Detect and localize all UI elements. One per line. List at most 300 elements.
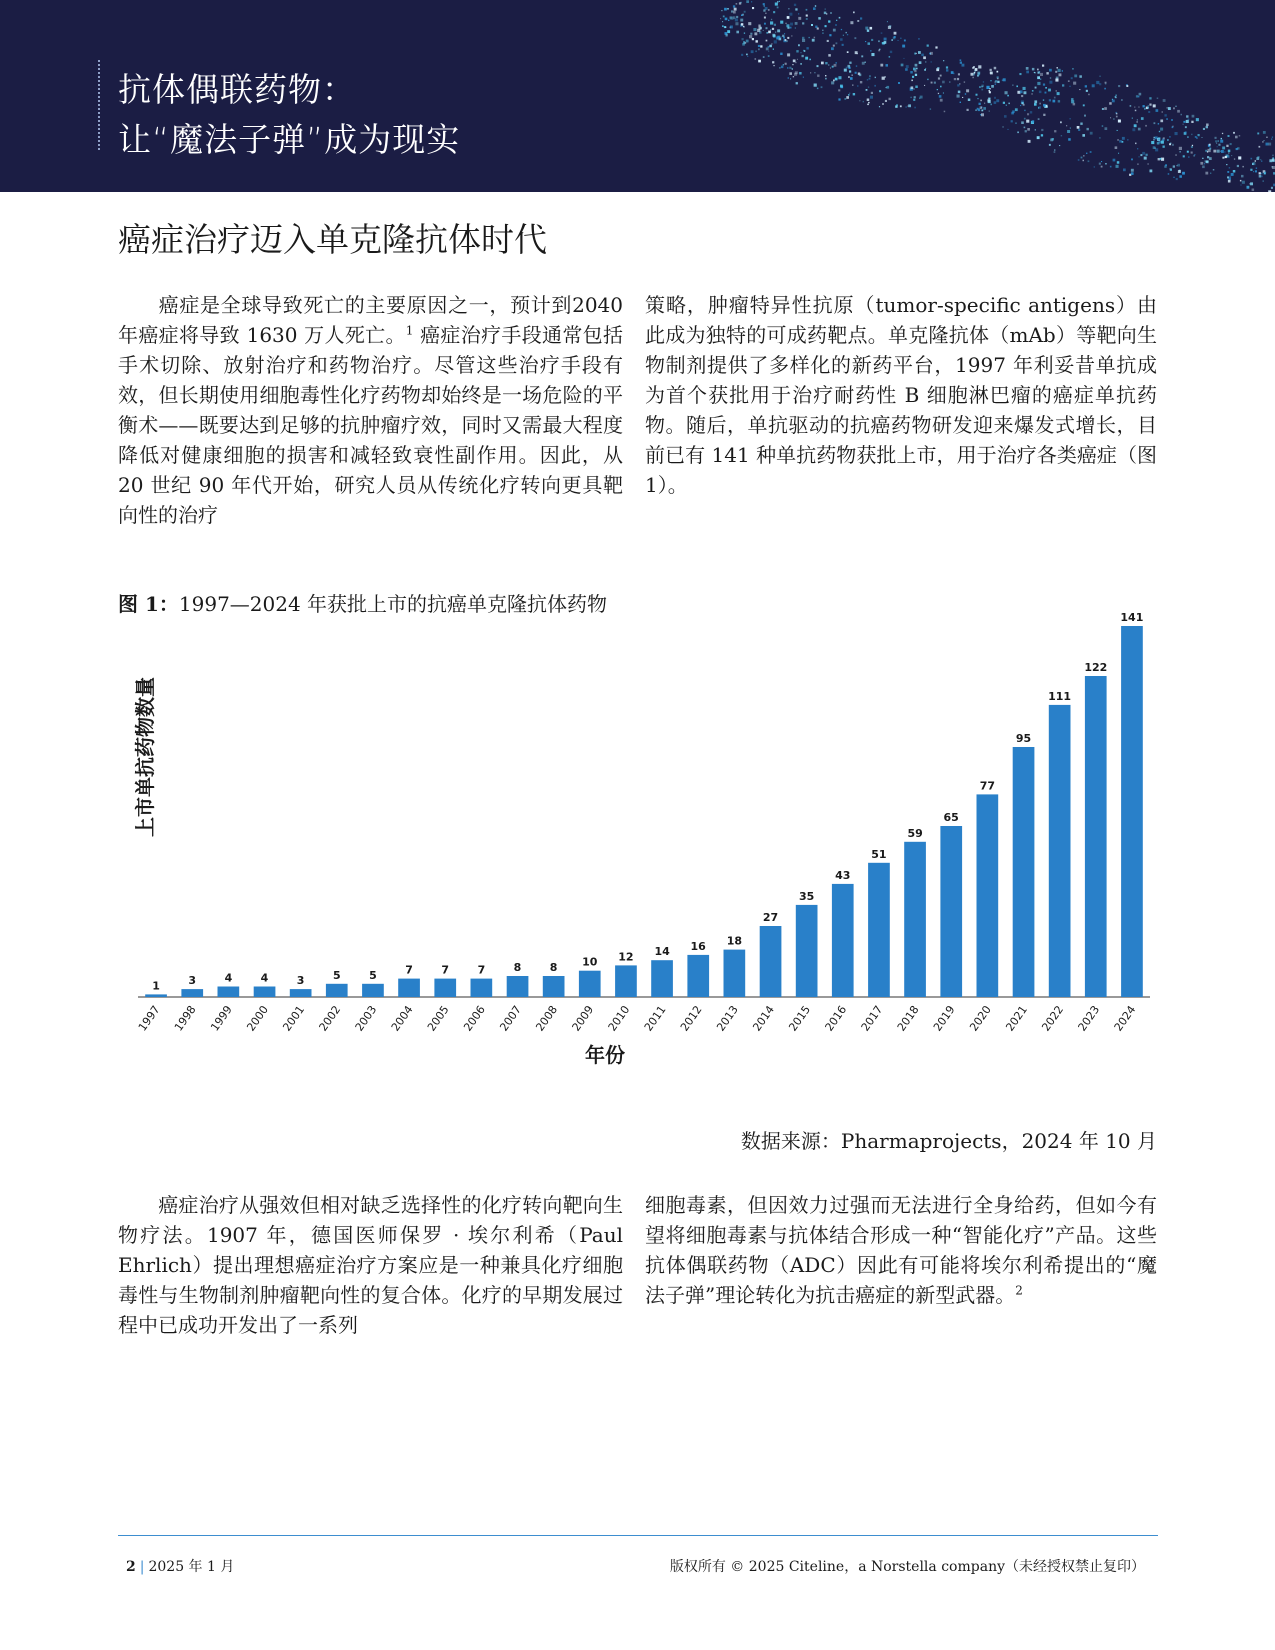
decor-dot [736, 3, 738, 5]
decor-dot [795, 62, 796, 63]
decor-dot [764, 23, 766, 25]
decor-dot [777, 1, 779, 3]
decor-dot [949, 81, 951, 83]
paragraph-1-left: 癌症是全球导致死亡的主要原因之一，预计到2040 年癌症将导致 1630 万人死亡。$^1$ 癌症治疗手段通常包括手术切除、放射治疗和药物治疗。尽管这些治疗手段有效，但长期使用细胞毒性化疗药物却始终是一场危险的平衡术——既要达到足够的抗肿瘤疗效，同时又需最大程度降低对健康细胞的损害和减轻致衰性副作用。因此，从 20 世纪 90 年代开始，研究人员从传统化疗转向更具靶向性的治疗 [118, 293, 624, 527]
decor-dot [855, 72, 857, 74]
decor-dot [850, 21, 853, 24]
bar-value-label: 10 [582, 955, 598, 969]
decor-dot [901, 64, 904, 67]
decor-dot [739, 2, 741, 4]
x-tick-label: 2023 [1075, 1003, 1103, 1034]
decor-dot [789, 72, 792, 75]
decor-dot [1015, 108, 1018, 111]
bar-value-label: 8 [549, 961, 558, 974]
decor-dot [781, 66, 784, 69]
decor-dot [853, 12, 855, 14]
decor-dot [733, 5, 735, 7]
decor-dot [1066, 125, 1067, 126]
decor-dot [1250, 182, 1253, 185]
decor-dot [1250, 169, 1252, 171]
bar-value-label: 14 [654, 945, 670, 959]
decor-dot [1040, 79, 1041, 80]
decor-dot [981, 113, 984, 116]
decor-dot [1173, 126, 1174, 127]
decor-dot [1102, 108, 1104, 110]
decor-dot [978, 65, 981, 68]
decor-dot [1235, 136, 1238, 139]
decor-dot [1169, 136, 1170, 137]
decor-dot [780, 36, 781, 37]
decor-dot [1229, 167, 1230, 168]
decor-dot [1017, 132, 1019, 134]
decor-dot [914, 89, 915, 90]
bar-2007 [507, 976, 529, 997]
decor-dot [1268, 143, 1271, 146]
decor-dot [752, 38, 754, 40]
decor-dot [806, 15, 808, 17]
decor-dot [885, 100, 887, 102]
decor-dot [1226, 145, 1228, 147]
decor-dot [994, 67, 997, 70]
decor-dot [989, 90, 990, 91]
decor-dot [1151, 141, 1154, 144]
decor-dot [1068, 80, 1070, 82]
decor-dot [882, 77, 885, 80]
bar-value-label: 7 [441, 963, 450, 977]
decor-dot [962, 97, 963, 98]
decor-dot [1005, 91, 1008, 94]
decor-dot [800, 63, 802, 65]
x-tick-label: 2000 [244, 1003, 271, 1034]
decor-dot [1153, 104, 1156, 107]
x-tick-label: 2005 [424, 1003, 452, 1034]
decor-dot [1002, 126, 1003, 127]
decor-dot [863, 101, 864, 102]
decor-dot [1086, 153, 1087, 154]
header-title-line2: 让“魔法子弹”成为现实 [118, 120, 461, 159]
decor-dot [726, 34, 728, 36]
decor-dot [1034, 100, 1037, 103]
decor-dot [1126, 85, 1128, 87]
decor-dot [896, 104, 898, 106]
decor-dot [1165, 164, 1167, 166]
decor-dot [1032, 93, 1033, 94]
x-tick-label: 2013 [714, 1003, 741, 1034]
x-tick-label: 2016 [822, 1003, 850, 1034]
decor-dot [1116, 165, 1119, 168]
decor-dot [750, 33, 752, 35]
decor-dot [889, 56, 891, 58]
decor-dot [730, 26, 733, 29]
decor-dot [1166, 118, 1168, 120]
decor-dot [1087, 128, 1089, 130]
bar-value-label: 16 [690, 939, 706, 953]
bar-chart [120, 612, 1160, 1132]
x-tick-label: 2003 [352, 1003, 380, 1034]
decor-dot [983, 81, 984, 82]
decor-dot [1043, 104, 1046, 107]
decor-dot [790, 27, 792, 29]
decor-dot [1037, 69, 1039, 71]
decor-dot [1092, 84, 1095, 87]
decor-dot [796, 82, 798, 84]
decor-dot [1061, 135, 1062, 136]
decor-dot [980, 106, 983, 109]
decor-dot [930, 52, 933, 55]
decor-dot [1058, 100, 1060, 102]
decor-dot [791, 35, 792, 36]
bar-2024 [1121, 626, 1143, 997]
decor-dot [1070, 128, 1071, 129]
decor-dot [1096, 81, 1099, 84]
decor-dot [927, 45, 929, 47]
decor-dot [1154, 137, 1155, 138]
figure-caption-text: 1997—2024 年获批上市的抗癌单克隆抗体药物 [178, 592, 608, 616]
bar-2003 [362, 984, 384, 997]
decor-dot [742, 38, 744, 40]
decor-dot [1116, 113, 1118, 115]
decor-dot [1177, 164, 1180, 167]
decor-dot [1222, 133, 1223, 134]
decor-dot [1206, 160, 1208, 162]
decor-dot [913, 99, 915, 101]
decor-dot [884, 76, 886, 78]
bar-2020 [977, 794, 999, 997]
decor-dot [915, 74, 917, 76]
decor-dot [1167, 107, 1168, 108]
decor-dot [869, 78, 871, 80]
bar-value-label: 8 [513, 961, 522, 974]
decor-dot [827, 40, 829, 42]
decor-dot [774, 24, 776, 26]
x-tick-label: 2014 [750, 1003, 777, 1034]
decor-dot [1233, 132, 1235, 134]
decor-dot [900, 105, 902, 107]
bar-2012 [687, 955, 709, 997]
decor-dot [938, 77, 940, 79]
decor-dot [814, 37, 816, 39]
decor-dot [990, 104, 992, 106]
decor-dot [1099, 83, 1101, 85]
decor-dot [1159, 131, 1160, 132]
decor-dot [1027, 128, 1030, 131]
decor-dot [794, 73, 797, 76]
decor-dot [1157, 98, 1159, 100]
decor-dot [790, 23, 793, 26]
decor-dot [913, 68, 916, 71]
decor-dot [1008, 103, 1010, 105]
decor-dot [797, 59, 798, 60]
decor-dot [836, 42, 838, 44]
decor-dot [1149, 104, 1151, 106]
decor-dot [886, 86, 889, 89]
decor-dot [868, 87, 869, 88]
decor-dot [758, 45, 760, 47]
decor-dot [1067, 130, 1070, 133]
bar-value-label: 122 [1084, 661, 1108, 674]
decor-dot [1173, 107, 1175, 109]
decor-dot [1116, 95, 1117, 96]
decor-dot [1155, 148, 1158, 151]
decor-dot [773, 49, 774, 50]
decor-dot [957, 95, 960, 98]
decor-dot [1137, 164, 1138, 165]
decor-dot [1082, 134, 1085, 137]
bar-2000 [254, 987, 276, 998]
decor-dot [763, 30, 764, 31]
decor-dot [1261, 161, 1262, 162]
decor-dot [857, 20, 859, 22]
decor-dot [1148, 105, 1149, 106]
decor-dot [891, 39, 893, 41]
decor-dot [724, 8, 727, 11]
decor-dot [795, 8, 797, 10]
bar-value-label: 5 [332, 968, 341, 982]
decor-dot [1252, 189, 1255, 192]
decor-dot [906, 65, 909, 68]
decor-dot [1053, 100, 1056, 103]
decor-dot [890, 51, 892, 53]
page-number: 2 [126, 1559, 136, 1575]
decor-dot [780, 21, 783, 24]
decor-dot [1237, 147, 1239, 149]
decor-dot [734, 8, 737, 11]
decor-dot [1179, 175, 1182, 178]
decor-dot [1191, 146, 1193, 148]
bar-2008 [543, 976, 565, 997]
decor-dot [1026, 71, 1029, 74]
decor-dot [810, 72, 811, 73]
bar-2023 [1085, 676, 1107, 997]
decor-dot [1173, 177, 1174, 178]
decor-dot [751, 50, 754, 53]
decor-dot [1266, 143, 1269, 146]
decor-dot [825, 25, 827, 27]
decor-dot [1140, 154, 1142, 156]
decor-dot [772, 61, 774, 63]
decor-dot [755, 58, 757, 60]
decor-dot [1135, 143, 1137, 145]
decor-dot [1206, 124, 1209, 127]
decor-dot [919, 98, 920, 99]
page-header [0, 0, 1275, 192]
decor-dot [939, 95, 942, 98]
decor-dot [1213, 169, 1215, 171]
decor-dot [1011, 120, 1013, 122]
decor-dot [924, 85, 925, 86]
decor-dot [741, 54, 743, 56]
decor-dot [777, 29, 780, 32]
decor-dot [1222, 147, 1225, 150]
decor-dot [879, 90, 881, 92]
decor-dot [753, 28, 756, 31]
decor-dot [786, 24, 789, 27]
decor-dot [981, 85, 983, 87]
decor-dot [925, 61, 926, 62]
decor-dot [817, 65, 819, 67]
decor-dot [768, 55, 770, 57]
decor-dot [1016, 86, 1018, 88]
decor-dot [1226, 164, 1227, 165]
decor-dot [1259, 175, 1262, 178]
bar-value-label: 77 [979, 779, 996, 793]
decor-dot [1035, 87, 1037, 89]
decor-dot [768, 9, 770, 11]
decor-dot [1077, 126, 1080, 129]
decor-dot [838, 98, 840, 100]
decor-dot [904, 40, 906, 42]
decor-dot [1160, 120, 1163, 123]
decor-dot [788, 8, 789, 9]
decor-dot [951, 71, 954, 74]
decor-dot [1099, 76, 1100, 77]
decor-dot [1104, 107, 1107, 110]
decor-dot [882, 103, 884, 105]
decor-dot [1185, 131, 1187, 133]
decor-dot [766, 32, 768, 34]
decor-dot [787, 16, 790, 19]
bar-value-label: 7 [405, 963, 413, 977]
decor-dot [1054, 151, 1056, 153]
decor-dot [1011, 112, 1014, 115]
decor-dot [1168, 107, 1171, 110]
decor-dot [850, 77, 853, 80]
decor-dot [1231, 155, 1232, 156]
decor-dot [1105, 127, 1108, 130]
decor-dot [1020, 90, 1023, 93]
decor-dot [1227, 176, 1229, 178]
decor-dot [838, 89, 840, 91]
decor-dot [849, 70, 851, 72]
decor-dot [766, 40, 768, 42]
decor-dot [943, 60, 944, 61]
decor-dot [1003, 78, 1006, 81]
decor-dot [772, 34, 775, 37]
decor-dot [1179, 151, 1181, 153]
decor-dot [1057, 92, 1060, 95]
decor-dot [796, 50, 798, 52]
decor-dot [776, 37, 779, 40]
decor-dot [1173, 165, 1175, 167]
decor-dot [980, 100, 982, 102]
x-tick-label: 2015 [786, 1003, 814, 1034]
decor-dot [1135, 110, 1137, 112]
footer-separator: | [139, 1559, 145, 1575]
decor-dot [763, 9, 765, 11]
bar-2017 [868, 863, 890, 997]
decor-dot [967, 109, 969, 111]
decor-dot [940, 86, 942, 88]
decor-dot [1059, 73, 1062, 76]
x-tick-label: 2024 [1111, 1003, 1139, 1034]
decor-dot [937, 67, 939, 69]
decor-dot [1229, 176, 1231, 178]
decor-dot [844, 69, 847, 72]
decor-dot [746, 0, 749, 3]
decor-dot [764, 17, 766, 19]
decor-dot [1110, 166, 1112, 168]
decor-dot [1071, 98, 1073, 100]
x-tick-label: 2006 [461, 1003, 488, 1034]
decor-dot [1228, 135, 1230, 137]
decor-dot [886, 64, 889, 67]
decor-dot [1149, 97, 1151, 99]
decor-dot [751, 1, 752, 2]
decor-dot [910, 71, 913, 74]
decor-dot [1183, 155, 1185, 157]
decor-dot [846, 67, 848, 69]
decor-dot [1038, 72, 1040, 74]
decor-dot [1266, 137, 1267, 138]
decor-dot [1168, 173, 1170, 175]
decor-dot [1228, 150, 1231, 153]
decor-dot [1209, 144, 1211, 146]
decor-dot [1122, 137, 1125, 140]
decor-dot [779, 1, 780, 2]
decor-dot [1148, 163, 1149, 164]
bar-2010 [615, 965, 637, 997]
decor-dot [958, 73, 960, 75]
decor-dot [839, 17, 841, 19]
decor-dot [721, 10, 722, 11]
decor-dot [962, 64, 965, 67]
decor-dot [825, 62, 827, 64]
decor-dot [785, 63, 787, 65]
decor-dot [1167, 139, 1169, 141]
decor-dot [1116, 116, 1118, 118]
decor-dot [905, 68, 908, 71]
decor-dot [1049, 69, 1052, 72]
decor-dot [1271, 138, 1272, 139]
decor-dot [1052, 138, 1055, 141]
decor-dot [830, 12, 831, 13]
decor-dot [1055, 79, 1058, 82]
decor-dot [865, 41, 866, 42]
decor-dot [1183, 124, 1184, 125]
decor-dot [1060, 121, 1062, 123]
decor-dot [894, 32, 897, 35]
decor-dot [788, 77, 789, 78]
decor-dot [1045, 92, 1047, 94]
decor-dot [1262, 141, 1263, 142]
decor-dot [1144, 157, 1147, 160]
decor-dot [760, 45, 762, 47]
decor-dot [968, 99, 971, 102]
bar-value-label: 1 [152, 979, 160, 993]
decor-dot [960, 102, 961, 103]
decor-dot [1079, 89, 1080, 90]
decor-dot [1227, 171, 1229, 173]
decor-dot [771, 19, 772, 20]
decor-dot [1217, 150, 1220, 153]
decor-dot [1083, 104, 1085, 106]
header-accent-bar [98, 60, 100, 150]
decor-dot [957, 84, 959, 86]
decor-dot [1054, 97, 1056, 99]
decor-dot [1070, 118, 1071, 119]
bar-value-label: 43 [835, 868, 851, 882]
x-tick-label: 2002 [316, 1003, 344, 1034]
decor-dot [875, 77, 876, 78]
decor-dot [825, 78, 827, 80]
decor-dot [1102, 125, 1104, 127]
decor-dot [1221, 150, 1224, 153]
decor-dot [802, 37, 804, 39]
decor-dot [1230, 143, 1232, 145]
decor-dot [1083, 155, 1084, 156]
decor-dot [1241, 175, 1244, 178]
decor-dot [989, 88, 990, 89]
